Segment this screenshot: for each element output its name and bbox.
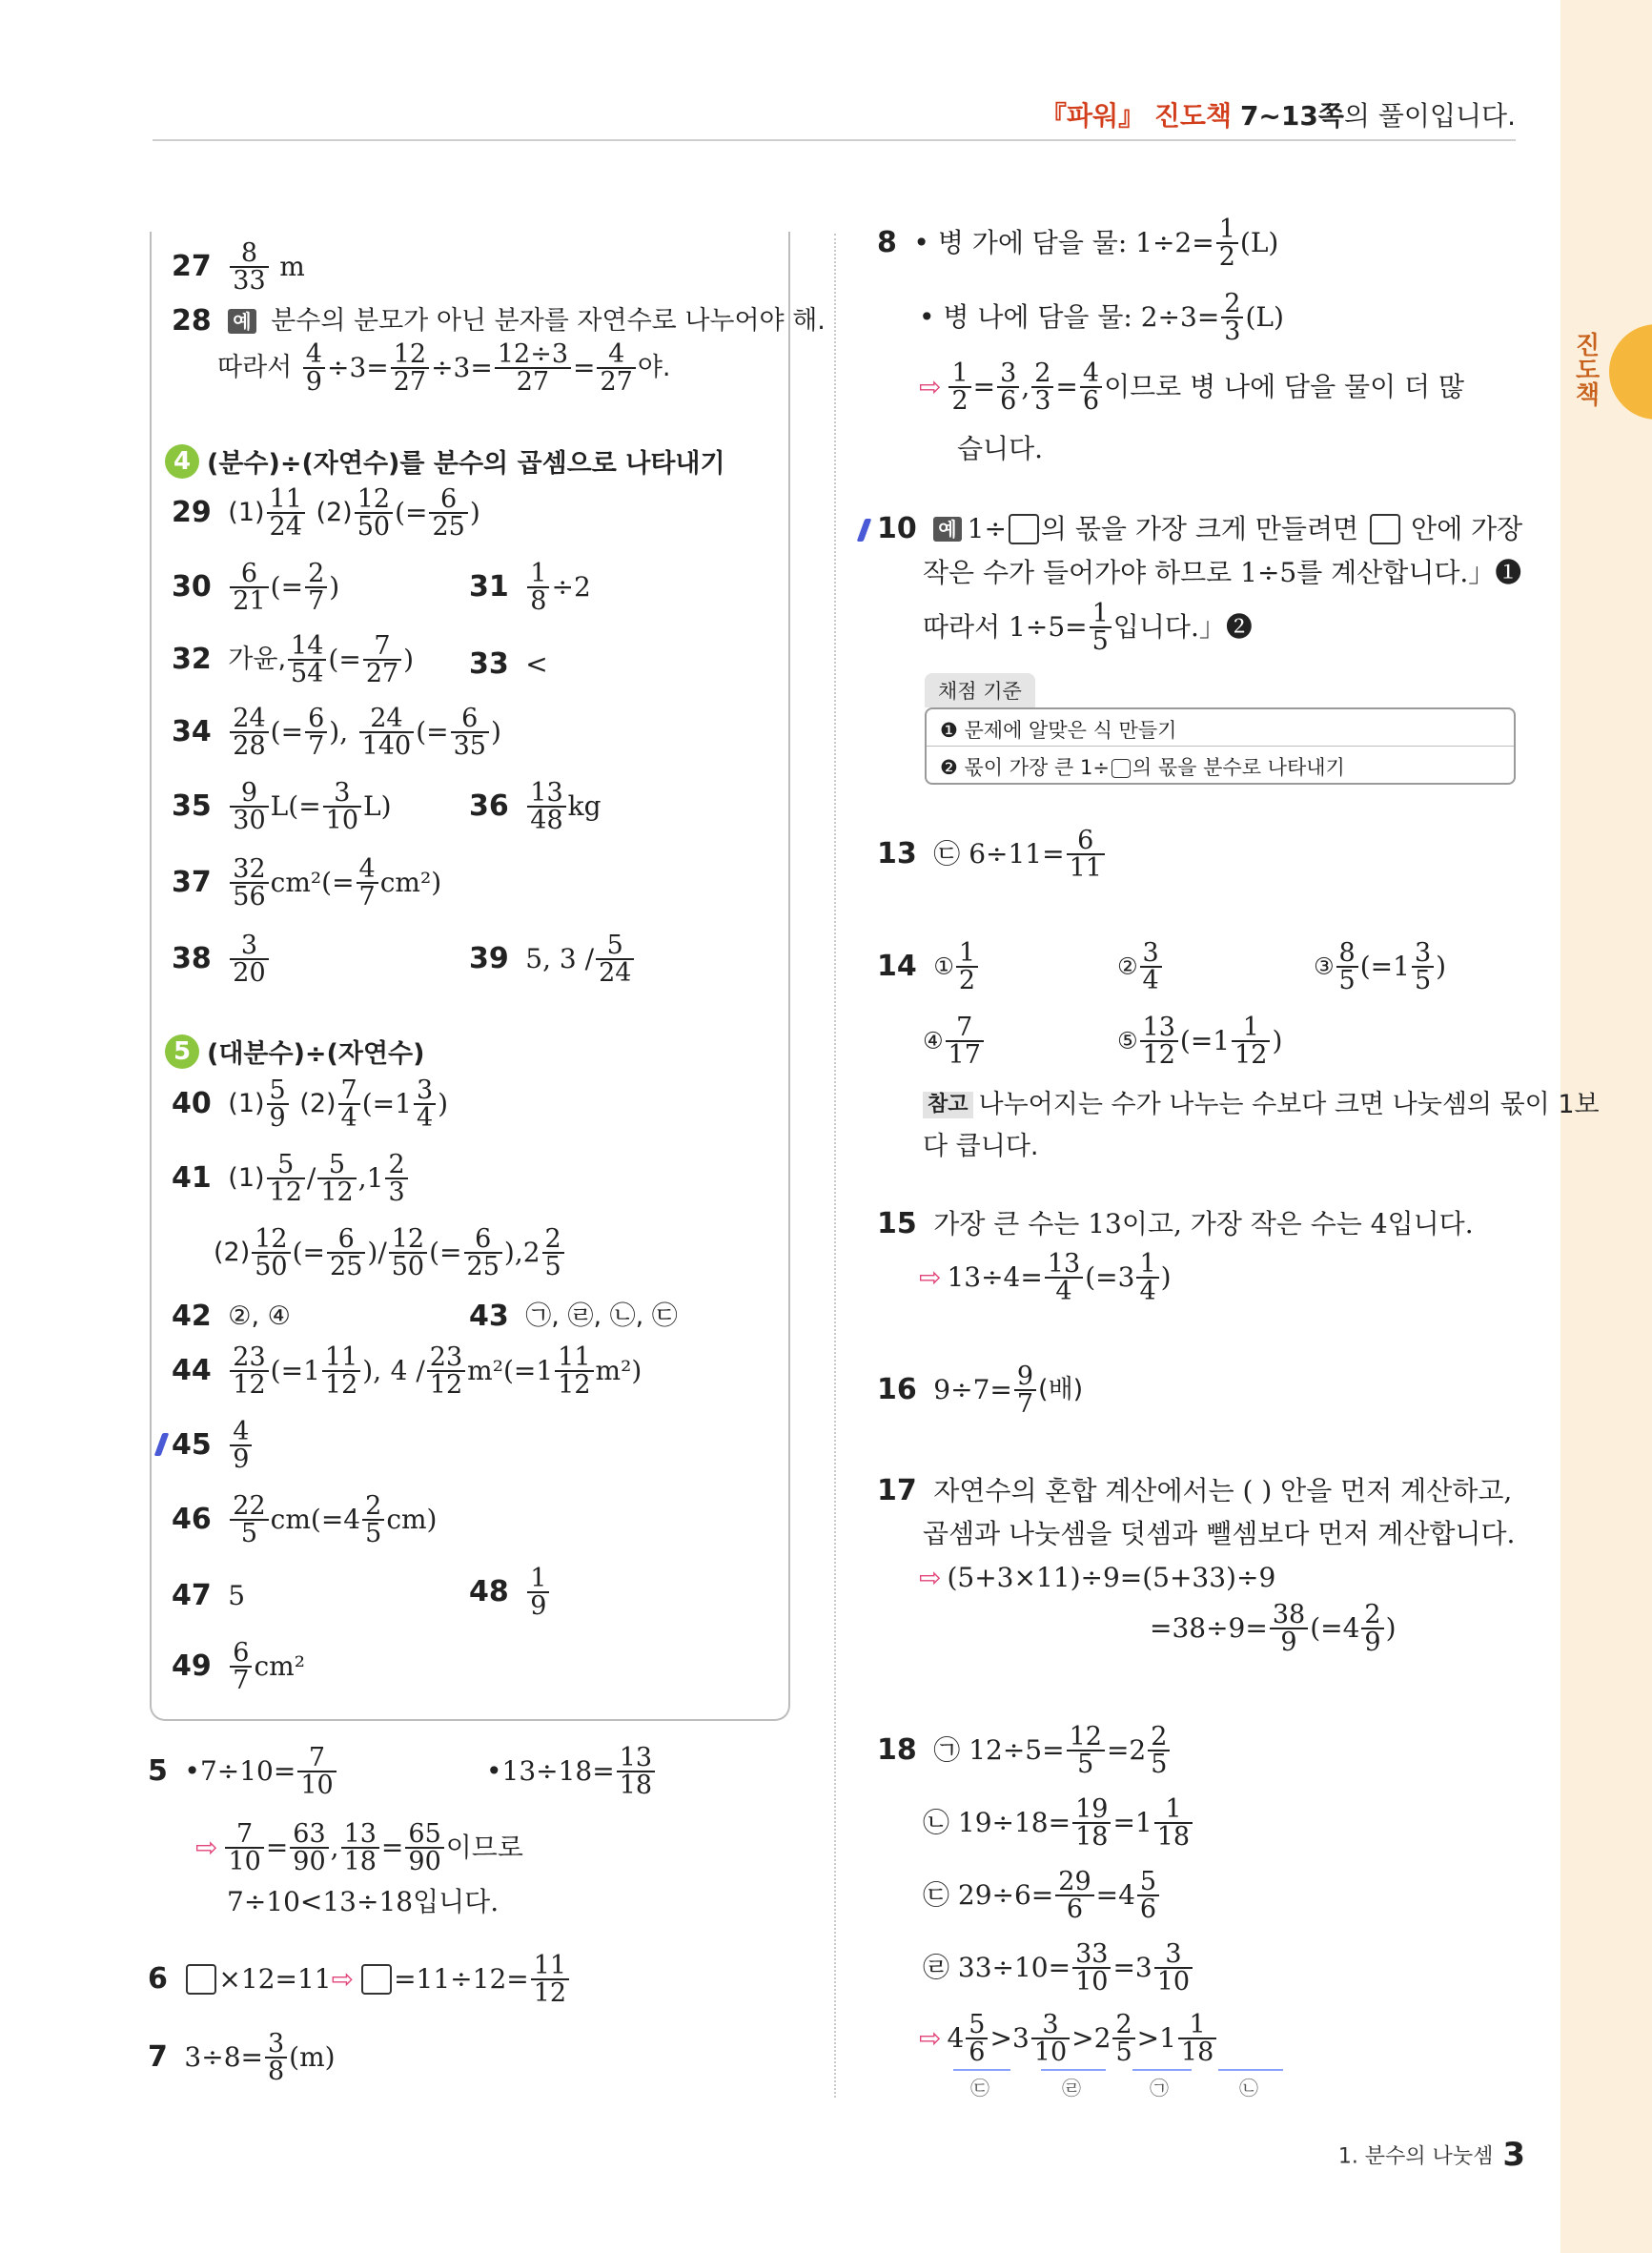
q-number: 5: [148, 1754, 168, 1788]
underline: [1041, 2069, 1106, 2071]
q-number: 29: [172, 496, 212, 529]
q-number: 8: [877, 226, 897, 259]
underline: [953, 2069, 1010, 2071]
q-number: 17: [877, 1474, 917, 1507]
criteria-title: 채점 기준: [925, 673, 1035, 707]
q-number: 30: [172, 570, 212, 604]
q-number: 16: [877, 1373, 917, 1406]
q-number: 42: [172, 1300, 212, 1333]
q-number: 6: [148, 1962, 168, 1996]
q36: 36 $\frac{13}{48}$ kg: [469, 778, 602, 835]
q18-compare: ⇨ 4 $\frac{5}{6}$ >3 $\frac{3}{10}$ >2 $\frac{2}{5}$ >1 $\frac{1}{18}$: [919, 2012, 1218, 2065]
q-number: 28: [172, 304, 212, 338]
q45: 45 $\frac{4}{9}$: [172, 1419, 254, 1472]
q14-ref1: 참고 나누어지는 수가 나누는 수보다 크면 나눗셈의 몫이 1보: [923, 1087, 1600, 1121]
q40: 40 (1) $\frac{5}{9}$ (2) $\frac{7}{4}$ (=1 $\frac{3}{4}$ ): [172, 1075, 449, 1133]
q43: 43 ㉠, ㉣, ㉡, ㉢: [469, 1300, 678, 1333]
q5-line2: ⇨ $\frac{7}{10}$ = $\frac{63}{90}$ , $\frac{13}{18}$ = $\frac{65}{90}$ 이므로: [195, 1819, 523, 1876]
q-number: 33: [469, 647, 509, 681]
q8-line2: • 병 나에 담을 물: 2÷3= $\frac{2}{3}$ (L): [919, 289, 1284, 346]
q-number: 39: [469, 942, 509, 975]
page-header: [153, 95, 1516, 141]
q47: 47 5: [172, 1579, 246, 1612]
column-divider: [834, 234, 836, 2098]
example-badge: 예: [933, 517, 961, 542]
q48: 48 $\frac{1}{9}$: [469, 1566, 551, 1619]
q18-line3: ㉢ 29÷6= $\frac{29}{6}$ =4 $\frac{5}{6}$: [923, 1869, 1161, 1922]
q-number: 35: [172, 789, 212, 823]
q38: 38 $\frac{3}{20}$: [172, 932, 271, 986]
q-number: 48: [469, 1575, 509, 1608]
order-mark: ㉣: [1062, 2077, 1081, 2099]
q41-1: 41 (1) $\frac{5}{12}$ / $\frac{5}{12}$ ,1 $\frac{2}{3}$: [172, 1152, 410, 1205]
q28-line2: 따라서 $\frac{4}{9}$ ÷3= $\frac{12}{27}$ ÷3= $\frac{12\div 3}{27}$ = $\frac{4}{27}$ 야.: [217, 339, 671, 397]
q44: 44 $\frac{23}{12}$ (=1 $\frac{11}{12}$ ), 4 / $\frac{23}{12}$ m²(=1 $\frac{11}{12}$ m²): [172, 1342, 642, 1400]
q-number: 13: [877, 837, 917, 870]
q18-line4: ㉣ 33÷10= $\frac{33}{10}$ =3 $\frac{3}{10}$: [923, 1941, 1194, 1995]
underline: [1218, 2069, 1283, 2071]
q-number: 38: [172, 942, 212, 975]
q31: 31 $\frac{1}{8}$ ÷2: [469, 559, 591, 616]
blank-box: [1370, 514, 1400, 544]
q14-line1: 14 ① $\frac{1}{2}$: [877, 940, 980, 993]
q16: 16 9÷7= $\frac{9}{7}$ (배): [877, 1362, 1084, 1419]
section-5-heading: [165, 1033, 424, 1071]
q29: 29 (1) $\frac{11}{24}$ (2) $\frac{12}{50}$ (= $\frac{6}{25}$ ): [172, 484, 480, 542]
q-number: 45: [172, 1428, 212, 1462]
reference-badge: 참고: [923, 1092, 973, 1118]
blank-box: [361, 1964, 392, 1995]
criteria-row-2: ❷ 몫이 가장 큰 1÷ 의 몫을 분수로 나타내기: [927, 746, 1514, 783]
q35: 35 $\frac{9}{30}$ L(= $\frac{3}{10}$ L): [172, 778, 392, 835]
q17-line2: 곱셈과 나눗셈을 덧셈과 뺄셈보다 먼저 계산합니다.: [923, 1518, 1516, 1550]
q-number: 47: [172, 1579, 212, 1612]
q18-line2: ㉡ 19÷18= $\frac{19}{18}$ =1 $\frac{1}{18}$: [923, 1796, 1194, 1850]
q6: 6 ×12=11⇨ =11÷12= $\frac{11}{12}$: [148, 1953, 571, 2006]
q10-line3: 따라서 1÷5= $\frac{1}{5}$ 입니다.」❷: [923, 599, 1253, 656]
q17-line3: ⇨ (5+3×11)÷9=(5+33)÷9: [919, 1562, 1276, 1594]
q13: 13 ㉢ 6÷11= $\frac{6}{11}$: [877, 828, 1107, 881]
q30: 30 $\frac{6}{21}$ (= $\frac{2}{7}$ ): [172, 559, 340, 616]
order-mark: ㉢: [970, 2077, 989, 2099]
q8-line3: ⇨ $\frac{1}{2}$ = $\frac{3}{6}$ , $\frac{2}{3}$ = $\frac{4}{6}$ 이므로 병 나에 담을 물이 더 많: [919, 358, 1465, 416]
q33: 33 <: [469, 647, 548, 681]
q5-line3: 7÷10<13÷18입니다.: [227, 1886, 500, 1918]
header-pages: 7~13쪽: [1239, 100, 1344, 132]
header-book: 『파워』 진도책: [1040, 100, 1233, 132]
q42: 42 ②, ④: [172, 1300, 291, 1333]
q41-2: (2) $\frac{12}{50}$ (= $\frac{6}{25}$ )/ $\frac{12}{50}$ (= $\frac{6}{25}$ ),2 $\frac{2}{5}$: [214, 1226, 566, 1280]
q-number: 27: [172, 250, 212, 283]
blank-box: [186, 1964, 216, 1995]
q32: 32 가윤, $\frac{14}{54}$ (= $\frac{7}{27}$ ): [172, 631, 415, 688]
section-badge: 5: [165, 1034, 199, 1069]
q-number: 14: [877, 950, 917, 983]
arrow-icon: ⇨: [919, 2022, 942, 2055]
q39: 39 5, 3 / $\frac{5}{24}$: [469, 932, 636, 986]
section-title: (대분수)÷(자연수): [207, 1039, 425, 1069]
q-number: 18: [877, 1733, 917, 1767]
q14-item5: ⑤ $\frac{13}{12}$ (=1 $\frac{1}{12}$ ): [1117, 1013, 1283, 1070]
underline: [1132, 2069, 1192, 2071]
fraction: $\frac{8}{33}$: [230, 240, 268, 294]
blank-box: [1112, 759, 1131, 778]
q8-line1: 8 • 병 가에 담을 물: 1÷2= $\frac{1}{2}$ (L): [877, 215, 1279, 272]
q14-ref2: 다 큽니다.: [923, 1131, 1039, 1161]
q-number: 37: [172, 866, 212, 899]
criteria-row-1: ❶ 문제에 알맞은 식 만들기: [940, 719, 1177, 742]
q-number: 32: [172, 643, 212, 676]
arrow-icon: ⇨: [195, 1832, 218, 1864]
arrow-icon: ⇨: [919, 371, 942, 403]
blank-box: [1009, 514, 1039, 544]
q15-line2: ⇨ 13÷4= $\frac{13}{4}$ (=3 $\frac{1}{4}$ ): [919, 1249, 1172, 1306]
q-number: 15: [877, 1207, 917, 1240]
criteria-box: [925, 707, 1516, 785]
q-number: 40: [172, 1087, 212, 1120]
q17-line1: 17 자연수의 혼합 계산에서는 ( ) 안을 먼저 계산하고,: [877, 1474, 1513, 1507]
q15-line1: 15 가장 큰 수는 13이고, 가장 작은 수는 4입니다.: [877, 1207, 1474, 1240]
q7: 7 3÷8= $\frac{3}{8}$ (m): [148, 2029, 336, 2086]
q-number: 7: [148, 2040, 168, 2074]
q-number: 49: [172, 1649, 212, 1683]
q18-line1: 18 ㉠ 12÷5= $\frac{12}{5}$ =2 $\frac{2}{5}$: [877, 1724, 1172, 1777]
q10-line1: 10 예 1÷ 의 몫을 가장 크게 만들려면 안에 가장: [877, 512, 1523, 545]
q28-line1: 28 예 분수의 분모가 아닌 분자를 자연수로 나누어야 해.: [172, 304, 826, 338]
header-suffix: 의 풀이입니다.: [1343, 100, 1516, 132]
q46: 46 $\frac{22}{5}$ cm(=4 $\frac{2}{5}$ cm): [172, 1491, 438, 1548]
section-4-heading: [165, 442, 725, 481]
pen-icon: [857, 519, 872, 542]
q5-line1: 5 •7÷10= $\frac{7}{10}$: [148, 1745, 338, 1798]
q-number: 43: [469, 1300, 509, 1333]
q5-line1b: •13÷18= $\frac{13}{18}$: [486, 1745, 657, 1798]
footer-chapter: 1. 분수의 나눗셈: [1337, 2144, 1494, 2169]
q14-item2: ② $\frac{3}{4}$: [1117, 940, 1164, 993]
q17-line4: =38÷9= $\frac{38}{9}$ (=4 $\frac{2}{9}$ ): [1150, 1600, 1397, 1657]
q8-line4: 습니다.: [957, 433, 1044, 465]
arrow-icon: ⇨: [919, 1261, 942, 1294]
q34: 34 $\frac{24}{28}$ (= $\frac{6}{7}$ ), $\frac{24}{140}$ (= $\frac{6}{35}$ ): [172, 704, 501, 761]
q-number: 10: [877, 512, 917, 545]
page-footer: [1315, 2136, 1525, 2174]
arrow-icon: ⇨: [331, 1963, 355, 1996]
q10-line2: 작은 수가 들어가야 하므로 1÷5를 계산합니다.」❶: [923, 557, 1522, 589]
q-number: 34: [172, 715, 212, 748]
q49: 49 $\frac{6}{7}$ cm²: [172, 1638, 305, 1695]
example-badge: 예: [228, 309, 255, 334]
grading-criteria: [925, 673, 1516, 778]
q37: 37 $\frac{32}{56}$ cm²(= $\frac{4}{7}$ cm²): [172, 854, 442, 911]
q-number: 46: [172, 1503, 212, 1536]
page-number: 3: [1502, 2136, 1525, 2174]
order-mark: ㉡: [1239, 2077, 1258, 2099]
q-number: 44: [172, 1354, 212, 1387]
section-title: (분수)÷(자연수)를 분수의 곱셈으로 나타내기: [207, 449, 725, 479]
q14-item3: ③ $\frac{8}{5}$ (=1 $\frac{3}{5}$ ): [1314, 938, 1447, 995]
q-number: 31: [469, 570, 509, 604]
q14-item4: ④ $\frac{7}{17}$: [923, 1014, 986, 1068]
q-number: 36: [469, 789, 509, 823]
q27: 27 $\frac{8}{33}$ m: [172, 238, 305, 296]
arrow-icon: ⇨: [919, 1562, 942, 1594]
section-badge: 4: [165, 444, 199, 479]
order-mark: ㉠: [1150, 2077, 1169, 2099]
side-tab-label: 진도책: [1571, 332, 1600, 406]
q-number: 41: [172, 1161, 212, 1195]
